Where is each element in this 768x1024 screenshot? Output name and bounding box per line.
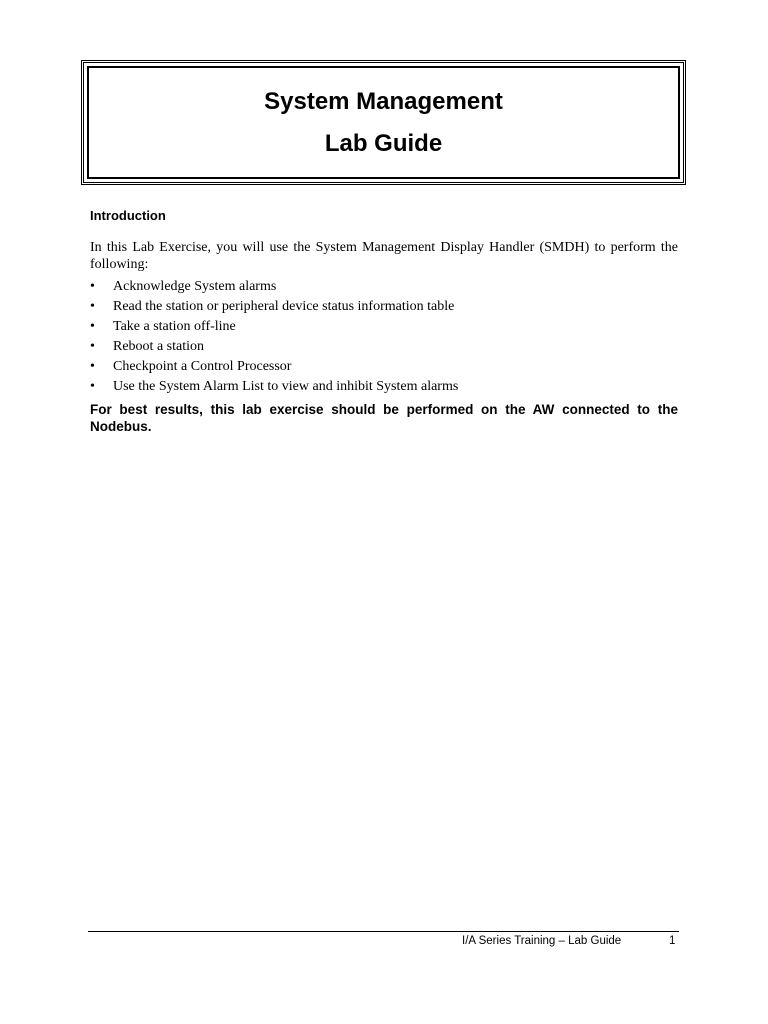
footer-divider (88, 931, 679, 932)
title-box (81, 60, 686, 185)
page-number: 1 (669, 935, 676, 947)
intro-paragraph: In this Lab Exercise, you will use the System Management Display Handler (SMDH) to perform the following: (90, 240, 678, 272)
list-item (90, 358, 678, 375)
bullet-icon: • (90, 339, 95, 354)
document-title: System Management (264, 87, 503, 115)
list-item (90, 378, 678, 395)
list-item-text: Use the System Alarm List to view and inhibit System alarms (113, 379, 459, 394)
task-list (90, 278, 678, 398)
bullet-icon: • (90, 379, 95, 394)
bullet-icon: • (90, 299, 95, 314)
list-item-text: Read the station or peripheral device status information table (113, 299, 455, 314)
bullet-icon: • (90, 279, 95, 294)
bullet-icon: • (90, 319, 95, 334)
list-item (90, 298, 678, 315)
best-results-note: For best results, this lab exercise should be performed on the AW connected to the Nodebus. (90, 402, 678, 434)
title-inner-frame (87, 66, 680, 179)
list-item-text: Take a station off-line (113, 319, 236, 334)
list-item-text: Checkpoint a Control Processor (113, 359, 292, 374)
document-subtitle: Lab Guide (324, 129, 443, 157)
list-item (90, 318, 678, 335)
list-item (90, 338, 678, 355)
list-item-text: Reboot a station (113, 339, 204, 354)
footer-title: I/A Series Training – Lab Guide (462, 935, 622, 947)
section-heading: Introduction (90, 208, 166, 223)
list-item-text: Acknowledge System alarms (113, 279, 277, 294)
list-item (90, 278, 678, 295)
bullet-icon: • (90, 359, 95, 374)
